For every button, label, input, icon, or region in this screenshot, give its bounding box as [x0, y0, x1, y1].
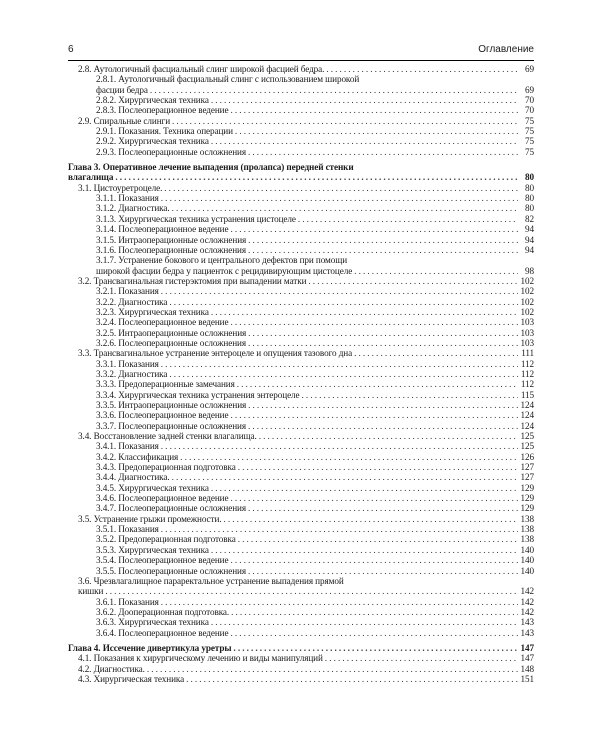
toc-entry-title: 3.2.5. Интраоперационные осложнения	[96, 327, 247, 338]
toc-page-number: 69	[525, 84, 534, 95]
toc-entry-title-line: 3.1.7. Устранение бокового и центрального дефектов при помощи	[96, 255, 348, 266]
toc-entry[interactable]	[68, 400, 534, 410]
toc-entry[interactable]	[68, 235, 534, 245]
toc-entry-title: 3.2.3. Хирургическая техника	[96, 306, 209, 317]
toc-entry-title: 3.4.2. Классификация	[96, 451, 179, 462]
toc-entry[interactable]	[68, 462, 534, 472]
toc-page-number: 138	[520, 534, 534, 545]
toc-entry-title-line: 2.8.1. Аутологичный фасциальный слинг с использованием широкой	[96, 74, 360, 85]
dot-leader	[211, 483, 518, 493]
toc-page-number: 75	[525, 146, 534, 157]
toc-entry[interactable]	[68, 255, 534, 276]
toc-entry[interactable]	[68, 493, 534, 503]
toc-entry[interactable]	[68, 390, 534, 400]
toc-entry[interactable]	[68, 203, 534, 213]
dot-leader	[298, 214, 518, 224]
toc-entry-title: 3.1.5. Интраоперационные осложнения	[96, 234, 247, 245]
dot-leader	[302, 390, 518, 400]
toc-page-number: 98	[525, 265, 534, 276]
toc-page-number: 80	[525, 203, 534, 214]
toc-entry[interactable]	[68, 524, 534, 534]
toc-page-number: 142	[520, 586, 534, 597]
toc-entry-title: 3.4. Восстановление задней стенки влагалища.	[78, 431, 257, 442]
toc-entry[interactable]	[68, 664, 534, 674]
dot-leader	[150, 85, 518, 95]
toc-entry-title: 3.3.3. Предоперационные замечания	[96, 379, 235, 390]
dot-leader	[180, 452, 518, 462]
dot-leader	[230, 410, 518, 420]
dot-leader	[248, 400, 518, 410]
toc-entry[interactable]	[68, 441, 534, 451]
dot-leader	[169, 369, 518, 379]
toc-page-number: 124	[520, 420, 534, 431]
dot-leader	[325, 653, 518, 663]
dot-leader	[230, 493, 518, 503]
dot-leader	[161, 524, 518, 534]
dot-leader	[235, 126, 518, 136]
toc-page-number: 102	[520, 286, 534, 297]
dot-leader	[105, 586, 518, 596]
toc-page-number: 142	[520, 596, 534, 607]
page-header	[68, 44, 534, 60]
toc-page-number: 143	[520, 617, 534, 628]
toc-entry-title: 3.1.3. Хирургическая техника устранения цистоцеле	[96, 213, 296, 224]
dot-leader	[161, 193, 518, 203]
toc-page-number: 82	[525, 213, 534, 224]
toc-entry-title: 3.4.6. Послеоперационное ведение	[96, 493, 229, 504]
toc-entry-title: 3.3.4. Хирургическая техника устранения энтероцеле	[96, 389, 300, 400]
dot-leader	[248, 245, 518, 255]
toc-entry-title: 3.6.3. Хирургическая техника	[96, 617, 209, 628]
toc-entry[interactable]	[68, 147, 534, 157]
toc-page-number: 140	[520, 555, 534, 566]
dot-leader	[211, 136, 518, 146]
toc-page-number: 138	[520, 513, 534, 524]
dot-leader	[238, 462, 518, 472]
toc-entry-title: 3.3.1. Показания	[96, 358, 159, 369]
dot-leader	[231, 607, 518, 617]
toc-entry[interactable]	[68, 307, 534, 317]
toc-entry-title-line: Глава 3. Оперативное лечение выпадения (пролапса) передней стенки	[68, 162, 354, 173]
toc-entry-title-line: 3.6. Чрезвлагалищное параректальное устранение выпадения прямой	[78, 575, 344, 586]
toc-entry-title: 3.1.4. Послеоперационное ведение	[96, 224, 229, 235]
toc-page-number: 70	[525, 95, 534, 106]
toc-page-number: 115	[520, 389, 534, 400]
toc-entry[interactable]	[68, 576, 534, 597]
toc-page-number: 80	[525, 172, 534, 183]
toc-entry[interactable]	[68, 136, 534, 146]
toc-chapter-entry[interactable]	[68, 643, 534, 653]
dot-leader	[147, 664, 518, 674]
toc-entry-title: 3.4.5. Хирургическая техника	[96, 482, 209, 493]
toc-entry[interactable]	[68, 555, 534, 565]
toc-entry[interactable]	[68, 116, 534, 126]
toc-page-number: 129	[520, 503, 534, 514]
dot-leader	[248, 503, 518, 513]
dot-leader	[248, 328, 518, 338]
dot-leader	[161, 359, 518, 369]
toc-page-number: 138	[520, 524, 534, 535]
dot-leader	[248, 338, 518, 348]
toc-entry[interactable]	[68, 472, 534, 482]
toc-page-number: 151	[520, 673, 534, 684]
dot-leader	[230, 628, 518, 638]
dot-leader	[164, 183, 518, 193]
toc-page-number: 147	[520, 653, 534, 664]
toc-entry[interactable]	[68, 514, 534, 524]
toc-entry[interactable]	[68, 95, 534, 105]
toc-entry-title: 3.5.4. Послеоперационное ведение	[96, 555, 229, 566]
toc-entry[interactable]	[68, 105, 534, 115]
toc-entry[interactable]	[68, 379, 534, 389]
header-divider	[68, 60, 534, 61]
toc-entry[interactable]	[68, 245, 534, 255]
dot-leader	[248, 421, 518, 431]
dot-leader	[326, 64, 518, 74]
toc-entry-title: 3.5.5. Послеоперационные осложнения	[96, 565, 246, 576]
toc-entry-title: 3.6.2. Дооперационная подготовка.	[96, 606, 230, 617]
toc-entry-title: 3.3.5. Интраоперационные осложнения	[96, 400, 247, 410]
toc-page-number: 103	[520, 317, 534, 328]
toc-entry-title: 2.9.1. Показания. Техника операции	[96, 126, 233, 137]
toc-entry[interactable]	[68, 617, 534, 627]
toc-entry[interactable]	[68, 545, 534, 555]
dot-leader	[248, 235, 518, 245]
dot-leader	[354, 348, 518, 358]
toc-entry-title: 3.3.6. Послеоперационное ведение	[96, 410, 229, 421]
toc-entry[interactable]	[68, 338, 534, 348]
toc-entry-title: 3.2. Трансвагинальная гистерэктомия при выпадении матки	[78, 275, 307, 286]
toc-page-number: 147	[520, 642, 534, 653]
toc-entry[interactable]	[68, 348, 534, 358]
dot-leader	[223, 514, 518, 524]
section-title: Оглавление	[478, 44, 534, 55]
toc-entry[interactable]	[68, 64, 534, 74]
toc-entry-title: 3.2.6. Послеоперационные осложнения	[96, 337, 246, 348]
toc-page-number: 148	[520, 663, 534, 674]
toc-entry[interactable]	[68, 126, 534, 136]
toc-chapter-entry[interactable]	[68, 162, 534, 183]
toc-page-number: 103	[520, 327, 534, 338]
toc-entry-title: 3.5.1. Показания	[96, 524, 159, 535]
toc-entry-title: 3.4.4. Диагностика.	[96, 472, 170, 483]
toc-entry-title: 3.1.1. Показания	[96, 193, 159, 204]
toc-page-number: 102	[520, 275, 534, 286]
toc-entry-title: фасции бедра	[96, 84, 148, 95]
toc-entry[interactable]	[68, 534, 534, 544]
dot-leader	[230, 224, 518, 234]
dot-leader	[211, 617, 518, 627]
dot-leader	[230, 105, 518, 115]
toc-entry-title: 2.8.2. Хирургическая техника	[96, 95, 209, 106]
toc-page-number: 69	[525, 64, 534, 74]
toc-page-number: 75	[525, 136, 534, 147]
toc-entry[interactable]	[68, 369, 534, 379]
toc-entry-title: 4.2. Диагностика.	[78, 663, 145, 674]
toc-entry-title: 4.1. Показания к хирургическому лечению и виды манипуляций	[78, 653, 323, 664]
toc-page-number: 129	[520, 482, 534, 493]
toc-entry[interactable]	[68, 183, 534, 193]
toc-page-number: 124	[520, 410, 534, 421]
toc-entry-title: 2.9. Спиральные слинги	[78, 115, 171, 126]
toc-entry[interactable]	[68, 421, 534, 431]
toc-entry-title: 4.3. Хирургическая техника	[78, 673, 185, 684]
toc-entry[interactable]	[68, 483, 534, 493]
toc-entry[interactable]	[68, 276, 534, 286]
toc-page-number: 103	[520, 337, 534, 348]
toc-page-number: 75	[525, 115, 534, 126]
toc-entry-title: влагалища	[68, 172, 114, 183]
dot-leader	[230, 555, 518, 565]
toc-entry-title: 3.1.6. Послеоперационные осложнения	[96, 244, 246, 255]
toc-page-number: 140	[520, 544, 534, 555]
toc-entry-title: 3.3.7. Послеоперационные осложнения	[96, 420, 246, 431]
toc-entry-title: 2.9.2. Хирургическая техника	[96, 136, 209, 147]
toc-entry-title: 2.8.3. Послеоперационное ведение	[96, 105, 229, 116]
dot-leader	[238, 534, 518, 544]
toc-entry-title: 3.4.1. Показания	[96, 441, 159, 452]
dot-leader	[172, 472, 518, 482]
toc-page-number: 127	[520, 462, 534, 473]
toc-entry[interactable]	[68, 359, 534, 369]
dot-leader	[172, 116, 518, 126]
toc-page-number: 126	[520, 451, 534, 462]
dot-leader	[211, 307, 518, 317]
toc-entry[interactable]	[68, 431, 534, 441]
toc-entry-title: 3.1. Цистоуретроцеле.	[78, 182, 163, 193]
dot-leader	[308, 276, 518, 286]
toc-entry-title: 3.2.1. Показания	[96, 286, 159, 297]
toc-entry-title: 3.3. Трансвагинальное устранение энтероцеле и опущения тазового дна	[78, 348, 353, 359]
toc-entry[interactable]	[68, 286, 534, 296]
toc-entry-title: Глава 4. Иссечение дивертикула уретры	[68, 642, 232, 653]
toc-entry[interactable]	[68, 503, 534, 513]
toc-entry[interactable]	[68, 410, 534, 420]
toc-page-number: 111	[521, 348, 534, 359]
toc-entry-title: 3.6.1. Показания	[96, 596, 159, 607]
toc-page-number: 125	[520, 431, 534, 442]
toc-page-number: 124	[520, 400, 534, 410]
toc-entry-title: 3.2.4. Послеоперационное ведение	[96, 317, 229, 328]
dot-leader	[211, 95, 518, 105]
toc-entry[interactable]	[68, 224, 534, 234]
toc-entry[interactable]	[68, 597, 534, 607]
toc-page-number: 143	[520, 627, 534, 638]
toc-entry[interactable]	[68, 328, 534, 338]
toc-page-number: 142	[520, 606, 534, 617]
toc-entry-title: 3.3.2. Диагностика	[96, 368, 168, 379]
dot-leader	[230, 317, 518, 327]
toc-entry-title: 3.4.7. Послеоперационные осложнения	[96, 503, 246, 514]
toc-page-number: 112	[520, 358, 534, 369]
toc-entry[interactable]	[68, 317, 534, 327]
toc-page-number: 140	[520, 565, 534, 576]
toc-entry-title: 3.5. Устранение грыжи промежности.	[78, 513, 222, 524]
toc-page-number: 80	[525, 193, 534, 204]
dot-leader	[259, 431, 518, 441]
dot-leader	[161, 286, 518, 296]
toc-entry-title: 2.9.3. Послеоперационные осложнения	[96, 146, 246, 157]
dot-leader	[161, 597, 518, 607]
toc-entry-title: широкой фасции бедра у пациенток с рецидивирующим цистоцеле	[96, 265, 353, 276]
toc-entry-title: 3.1.2. Диагностика.	[96, 203, 170, 214]
dot-leader	[115, 172, 518, 182]
toc-page-number: 94	[525, 244, 534, 255]
toc-page-number: 102	[520, 296, 534, 307]
toc-page-number: 127	[520, 472, 534, 483]
toc-page-number: 112	[520, 379, 534, 390]
dot-leader	[354, 266, 518, 276]
page-number: 6	[68, 44, 74, 55]
dot-leader	[248, 566, 518, 576]
toc-entry[interactable]	[68, 607, 534, 617]
toc-entry[interactable]	[68, 74, 534, 95]
toc-entry-title: 3.4.3. Предоперационная подготовка	[96, 462, 236, 473]
dot-leader	[248, 147, 518, 157]
toc-page-number: 129	[520, 493, 534, 504]
toc-entry[interactable]	[68, 297, 534, 307]
toc-page-number: 70	[525, 105, 534, 116]
toc-entry-title: 3.6.4. Послеоперационное ведение	[96, 627, 229, 638]
dot-leader	[169, 297, 518, 307]
toc-page-number: 125	[520, 441, 534, 452]
table-of-contents	[68, 64, 534, 684]
toc-entry[interactable]	[68, 193, 534, 203]
toc-page-number: 112	[520, 368, 534, 379]
toc-entry-title: 3.5.2. Предоперационная подготовка	[96, 534, 236, 545]
dot-leader	[237, 379, 518, 389]
toc-entry-title: 3.2.2. Диагностика	[96, 296, 168, 307]
toc-entry[interactable]	[68, 674, 534, 684]
dot-leader	[161, 441, 518, 451]
dot-leader	[211, 545, 518, 555]
toc-entry-title: 2.8. Аутологичный фасциальный слинг широкой фасцией бедра.	[78, 64, 325, 74]
toc-page-number: 75	[525, 126, 534, 137]
toc-page-number: 94	[525, 224, 534, 235]
dot-leader	[186, 674, 518, 684]
toc-page-number: 80	[525, 182, 534, 193]
dot-leader	[233, 643, 518, 653]
dot-leader	[172, 203, 518, 213]
toc-entry[interactable]	[68, 214, 534, 224]
toc-entry[interactable]	[68, 452, 534, 462]
toc-page-number: 102	[520, 306, 534, 317]
toc-page-number: 94	[525, 234, 534, 245]
toc-entry-title: 3.5.3. Хирургическая техника	[96, 544, 209, 555]
toc-entry[interactable]	[68, 628, 534, 638]
toc-entry[interactable]	[68, 653, 534, 663]
toc-entry[interactable]	[68, 566, 534, 576]
toc-entry-title: кишки	[78, 586, 104, 597]
